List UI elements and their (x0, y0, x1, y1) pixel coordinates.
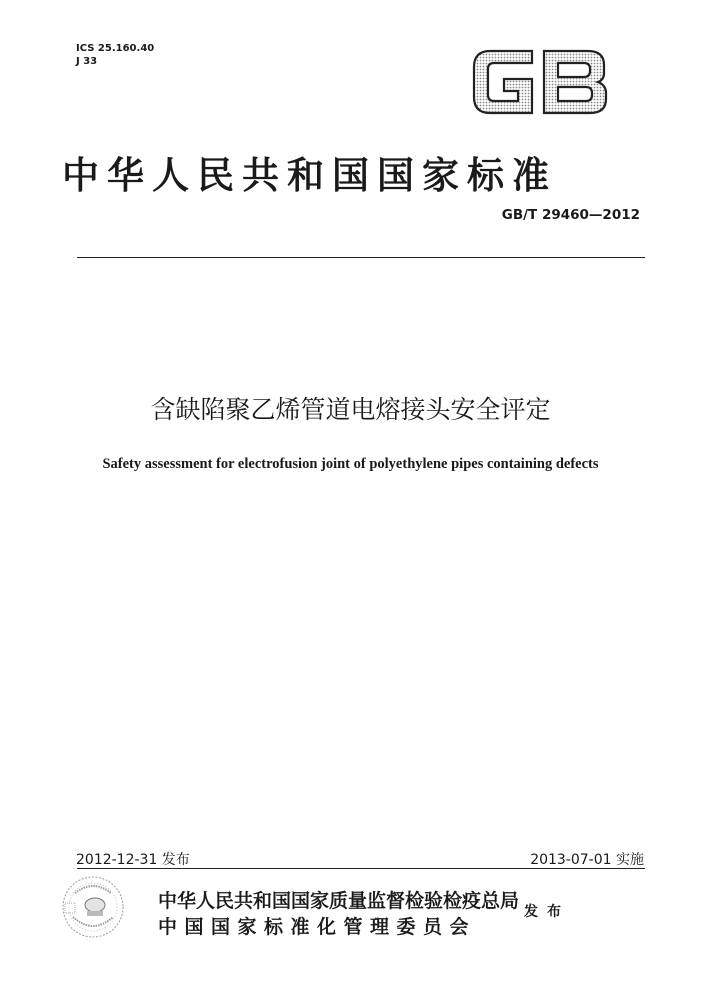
gb-logo (470, 47, 610, 117)
document-title-chinese: 含缺陷聚乙烯管道电熔接头安全评定 (150, 395, 551, 424)
publish-label: 发布 (524, 904, 570, 920)
implementation-date: 2013-07-01 实施 (530, 852, 644, 868)
document-title-english: Safety assessment for electrofusion joint of polyethylene pipes containing defects (102, 456, 599, 472)
issuer-aqsiq: 中华人民共和国国家质量监督检验检疫总局 (158, 890, 520, 912)
standard-number: GB/T 29460—2012 (501, 207, 640, 223)
classification-codes (76, 42, 154, 68)
ccs-code: J 33 (76, 56, 98, 67)
issuer-sac: 中国国家标准化管理委员会 (158, 916, 477, 938)
ics-code: ICS 25.160.40 (76, 43, 155, 54)
top-divider (77, 257, 645, 258)
issue-date: 2012-12-31 发布 (76, 852, 190, 868)
anti-counterfeit-stamp-icon (57, 873, 131, 941)
national-standard-title: 中华人民共和国国家标准 (62, 153, 557, 197)
bottom-divider (77, 868, 645, 869)
